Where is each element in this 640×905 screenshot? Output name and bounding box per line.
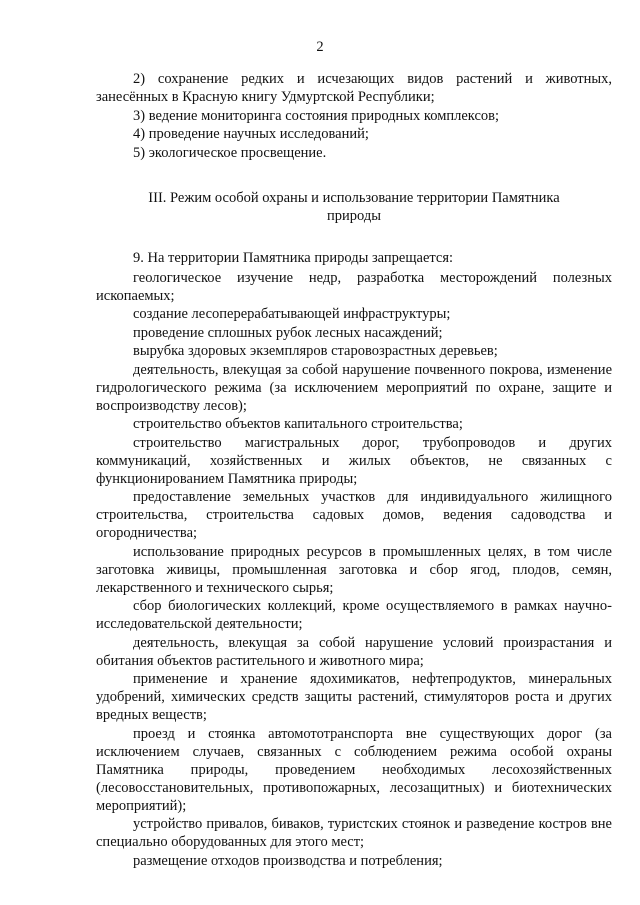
list-item-3: 3) ведение мониторинга состояния природных комплексов; <box>133 107 500 124</box>
prohibition-item: использование природных ресурсов в промышленных целях, в том числе заготовка живицы, промышленная заготовка и сбор ягод, плодов, семян, лекарственного и технического сырья; <box>96 543 612 596</box>
prohibition-item: создание лесоперерабатывающей инфраструктуры; <box>133 306 451 322</box>
prohibition-item: устройство привалов, биваков, туристских стоянок и разведение костров вне специально оборудованных для этого мест; <box>96 816 612 850</box>
prohibition-item: строительство магистральных дорог, трубопроводов и других коммуникаций, хозяйственных и жилых объектов, не связанных с функционированием Памятника природы; <box>96 434 612 487</box>
prohibition-item: предоставление земельных участков для индивидуального жилищного строительства, строительства садовых домов, ведения садоводства и огородничества; <box>96 489 612 541</box>
list-item-5: 5) экологическое просвещение. <box>133 144 327 161</box>
list-item-2: 2) сохранение редких и исчезающих видов растений и животных, занесённых в Красную книгу Удмуртской Республики; <box>96 71 612 105</box>
prohibition-item: строительство объектов капитального строительства; <box>133 416 463 432</box>
prohibition-item: деятельность, влекущая за собой нарушение условий произрастания и обитания объектов растительного и животного мира; <box>96 634 612 669</box>
prohibition-item: проведение сплошных рубок лесных насаждений; <box>133 324 443 341</box>
section-heading: III. Режим особой охраны и использование территории Памятника природы <box>148 189 560 224</box>
document-body <box>96 70 612 870</box>
prohibition-item: вырубка здоровых экземпляров старовозрастных деревьев; <box>133 343 498 359</box>
prohibition-item: размещение отходов производства и потребления; <box>133 852 443 869</box>
prohibition-item: проезд и стоянка автомототранспорта вне существующих дорог (за исключением случаев, связанных с соблюдением режима особой охраны Памятника природы, проведением необходимых лесохозяйственных (лесовосстановительных, противопожарных, лесозащитных) и биотехнических мероприятий); <box>96 725 612 814</box>
section-intro: 9. На территории Памятника природы запрещается: <box>133 249 454 266</box>
prohibition-item: применение и хранение ядохимикатов, нефтепродуктов, минеральных удобрений, химических средств защиты растений, стимуляторов роста и других вредных веществ; <box>96 671 612 723</box>
page-number: 2 <box>316 39 324 55</box>
prohibition-item: сбор биологических коллекций, кроме осуществляемого в рамках научно-исследовательской деятельности; <box>96 598 612 632</box>
prohibition-item: деятельность, влекущая за собой нарушение почвенного покрова, изменение гидрологического режима (за исключением мероприятий по охране, защите и воспроизводству лесов); <box>96 361 612 414</box>
list-item-4: 4) проведение научных исследований; <box>133 126 369 142</box>
prohibition-item: геологическое изучение недр, разработка месторождений полезных ископаемых; <box>96 269 612 304</box>
